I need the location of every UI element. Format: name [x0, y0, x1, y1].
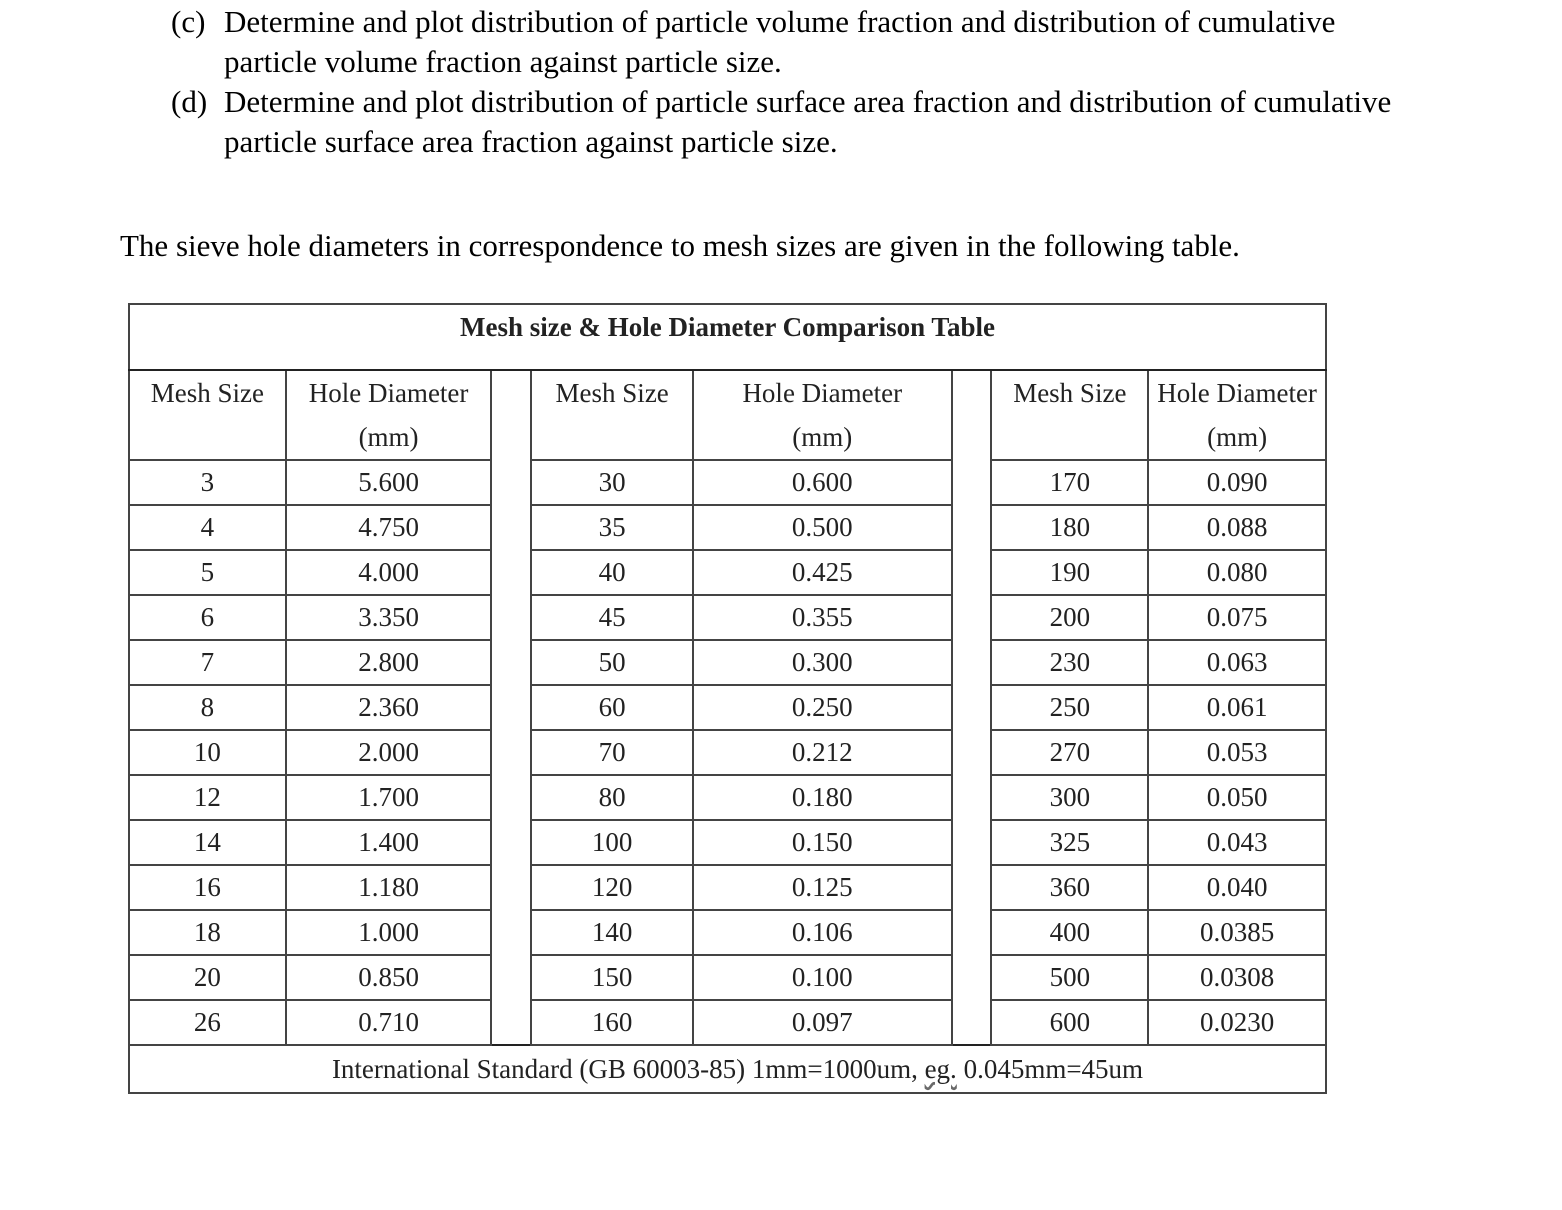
table-footer — [129, 1045, 1326, 1093]
column-gap — [952, 955, 992, 1000]
mesh-size-cell: 10 — [129, 730, 286, 775]
hole-diameter-cell: 0.043 — [1148, 820, 1326, 865]
question-c-marker: (c) — [171, 4, 206, 39]
hole-diameter-cell: 0.710 — [286, 1000, 492, 1045]
mesh-size-cell: 120 — [531, 865, 693, 910]
mesh-size-cell: 190 — [991, 550, 1148, 595]
hole-diameter-cell: 2.000 — [286, 730, 492, 775]
mesh-size-cell: 35 — [531, 505, 693, 550]
hole-diameter-cell: 0.125 — [693, 865, 952, 910]
mesh-size-cell: 4 — [129, 505, 286, 550]
hole-diameter-cell: 0.0230 — [1148, 1000, 1326, 1045]
column-gap — [952, 1000, 992, 1045]
mesh-size-cell: 20 — [129, 955, 286, 1000]
question-c — [171, 2, 1371, 82]
hole-diameter-cell: 2.360 — [286, 685, 492, 730]
hole-diameter-cell: 3.350 — [286, 595, 492, 640]
mesh-size-cell: 270 — [991, 730, 1148, 775]
table-row — [129, 955, 1326, 1000]
mesh-size-cell: 180 — [991, 505, 1148, 550]
hole-diameter-cell: 0.053 — [1148, 730, 1326, 775]
column-gap — [491, 820, 531, 865]
table-row — [129, 910, 1326, 955]
hole-diameter-cell: 0.500 — [693, 505, 952, 550]
question-d-text: Determine and plot distribution of particle surface area fraction and distribution of cumulative particle surface area fraction against particle size. — [224, 84, 1392, 159]
column-gap — [491, 370, 531, 460]
column-gap — [952, 460, 992, 505]
footer-text-main: International Standard (GB 60003-85) 1mm=1000um, — [331, 1054, 925, 1084]
intro-paragraph: The sieve hole diameters in correspondence to mesh sizes are given in the following table. — [120, 228, 1240, 263]
column-gap — [491, 1000, 531, 1045]
column-gap — [952, 550, 992, 595]
mesh-size-cell: 7 — [129, 640, 286, 685]
mesh-size-cell: 8 — [129, 685, 286, 730]
hole-diameter-cell: 0.300 — [693, 640, 952, 685]
hole-diameter-cell: 0.097 — [693, 1000, 952, 1045]
mesh-size-cell: 70 — [531, 730, 693, 775]
column-gap — [491, 550, 531, 595]
hole-diameter-cell: 0.088 — [1148, 505, 1326, 550]
mesh-size-cell: 40 — [531, 550, 693, 595]
column-gap — [952, 595, 992, 640]
mesh-size-cell: 26 — [129, 1000, 286, 1045]
column-gap — [952, 370, 992, 460]
table-title: Mesh size & Hole Diameter Comparison Table — [129, 304, 1326, 370]
mesh-size-cell: 6 — [129, 595, 286, 640]
table-row — [129, 685, 1326, 730]
hole-diameter-cell: 0.355 — [693, 595, 952, 640]
hole-diameter-cell: 0.600 — [693, 460, 952, 505]
mesh-size-cell: 325 — [991, 820, 1148, 865]
header-mesh-size: Mesh Size — [531, 370, 693, 460]
column-gap — [952, 820, 992, 865]
hole-diameter-cell: 1.000 — [286, 910, 492, 955]
column-gap — [491, 640, 531, 685]
column-gap — [491, 460, 531, 505]
mesh-size-cell: 300 — [991, 775, 1148, 820]
hole-diameter-cell: 1.700 — [286, 775, 492, 820]
table-row — [129, 640, 1326, 685]
mesh-size-cell: 250 — [991, 685, 1148, 730]
mesh-size-cell: 140 — [531, 910, 693, 955]
column-gap — [491, 955, 531, 1000]
table-row — [129, 820, 1326, 865]
hole-diameter-cell: 0.850 — [286, 955, 492, 1000]
column-gap — [491, 505, 531, 550]
table-row — [129, 550, 1326, 595]
mesh-size-cell: 16 — [129, 865, 286, 910]
table-row — [129, 775, 1326, 820]
mesh-size-cell: 170 — [991, 460, 1148, 505]
hole-diameter-cell: 0.040 — [1148, 865, 1326, 910]
hole-diameter-cell: 5.600 — [286, 460, 492, 505]
column-gap — [952, 910, 992, 955]
header-hole-diameter: Hole Diameter (mm) — [1148, 370, 1326, 460]
footer-text-example: 0.045mm=45um — [956, 1054, 1144, 1084]
mesh-size-cell: 45 — [531, 595, 693, 640]
hole-diameter-cell: 1.400 — [286, 820, 492, 865]
mesh-size-cell: 500 — [991, 955, 1148, 1000]
hole-diameter-cell: 0.061 — [1148, 685, 1326, 730]
column-gap — [952, 640, 992, 685]
column-gap — [491, 595, 531, 640]
question-d — [171, 82, 1431, 162]
table-row — [129, 730, 1326, 775]
mesh-size-cell: 60 — [531, 685, 693, 730]
hole-diameter-cell: 0.075 — [1148, 595, 1326, 640]
header-mesh-size: Mesh Size — [129, 370, 286, 460]
mesh-size-cell: 200 — [991, 595, 1148, 640]
column-gap — [952, 775, 992, 820]
mesh-comparison-table — [128, 303, 1327, 1094]
question-c-text: Determine and plot distribution of particle volume fraction and distribution of cumulative particle volume fraction against particle size. — [224, 4, 1336, 79]
column-gap — [491, 775, 531, 820]
mesh-size-cell: 600 — [991, 1000, 1148, 1045]
mesh-size-cell: 3 — [129, 460, 286, 505]
mesh-size-cell: 14 — [129, 820, 286, 865]
header-hole-diameter: Hole Diameter (mm) — [693, 370, 952, 460]
footer-eg: eg. — [924, 1054, 957, 1084]
table-row — [129, 505, 1326, 550]
mesh-size-cell: 5 — [129, 550, 286, 595]
mesh-size-cell: 12 — [129, 775, 286, 820]
column-gap — [491, 910, 531, 955]
hole-diameter-cell: 0.106 — [693, 910, 952, 955]
column-gap — [491, 685, 531, 730]
hole-diameter-cell: 1.180 — [286, 865, 492, 910]
mesh-size-cell: 150 — [531, 955, 693, 1000]
mesh-size-cell: 30 — [531, 460, 693, 505]
table-row — [129, 595, 1326, 640]
table-row — [129, 1000, 1326, 1045]
table-row — [129, 460, 1326, 505]
mesh-size-cell: 50 — [531, 640, 693, 685]
column-gap — [952, 685, 992, 730]
hole-diameter-cell: 0.180 — [693, 775, 952, 820]
mesh-size-cell: 18 — [129, 910, 286, 955]
hole-diameter-cell: 4.000 — [286, 550, 492, 595]
column-gap — [491, 730, 531, 775]
mesh-size-cell: 400 — [991, 910, 1148, 955]
mesh-size-cell: 230 — [991, 640, 1148, 685]
hole-diameter-cell: 4.750 — [286, 505, 492, 550]
table-header-row — [129, 370, 1326, 460]
hole-diameter-cell: 0.425 — [693, 550, 952, 595]
column-gap — [952, 730, 992, 775]
hole-diameter-cell: 0.050 — [1148, 775, 1326, 820]
hole-diameter-cell: 0.150 — [693, 820, 952, 865]
hole-diameter-cell: 0.0385 — [1148, 910, 1326, 955]
hole-diameter-cell: 2.800 — [286, 640, 492, 685]
column-gap — [952, 865, 992, 910]
hole-diameter-cell: 0.0308 — [1148, 955, 1326, 1000]
column-gap — [491, 865, 531, 910]
header-mesh-size: Mesh Size — [991, 370, 1148, 460]
hole-diameter-cell: 0.212 — [693, 730, 952, 775]
mesh-size-cell: 100 — [531, 820, 693, 865]
hole-diameter-cell: 0.250 — [693, 685, 952, 730]
header-hole-diameter: Hole Diameter (mm) — [286, 370, 492, 460]
table-row — [129, 865, 1326, 910]
mesh-size-cell: 160 — [531, 1000, 693, 1045]
column-gap — [952, 505, 992, 550]
hole-diameter-cell: 0.090 — [1148, 460, 1326, 505]
question-d-marker: (d) — [171, 84, 208, 119]
hole-diameter-cell: 0.080 — [1148, 550, 1326, 595]
hole-diameter-cell: 0.063 — [1148, 640, 1326, 685]
mesh-size-cell: 360 — [991, 865, 1148, 910]
hole-diameter-cell: 0.100 — [693, 955, 952, 1000]
mesh-size-cell: 80 — [531, 775, 693, 820]
